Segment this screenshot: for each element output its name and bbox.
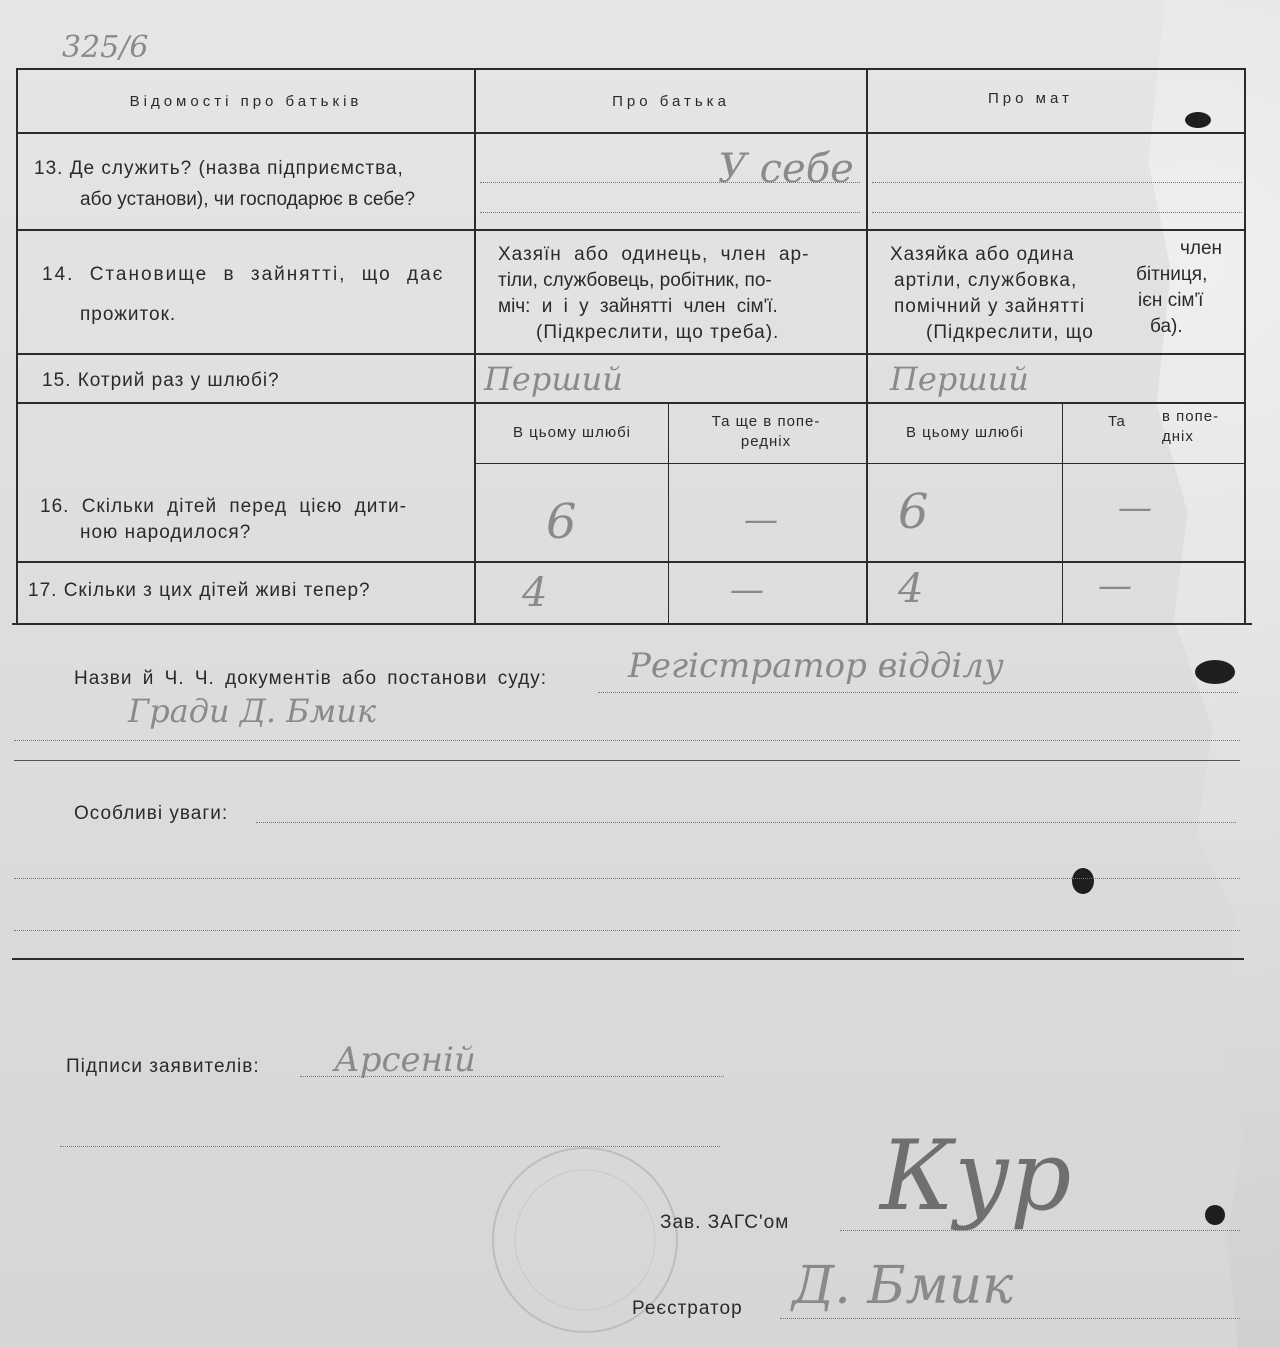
row17-father-previous: — (730, 570, 764, 610)
writing-line (256, 822, 1236, 823)
writing-line (872, 212, 1242, 213)
table-border (12, 623, 1252, 625)
ink-blot (1185, 112, 1211, 128)
row16-father-current: 6 (546, 494, 577, 550)
mother-status-right1: член (1180, 238, 1223, 259)
table-border (16, 353, 1246, 355)
subheader-father-previous: Та ще в попе- (711, 413, 821, 430)
applicants-signature-value: Арсеній (334, 1040, 476, 1080)
row13-label-cont: або установи), чи господарює в себе? (80, 189, 416, 210)
writing-line (14, 740, 1240, 741)
table-border (1244, 68, 1246, 625)
table-border (16, 68, 18, 625)
subheader-mother-current: В цьому шлюбі (905, 424, 1025, 441)
father-status-line2: тіли, службовець, робітник, по- (498, 270, 772, 291)
mother-status-right2: бітниця, (1136, 264, 1208, 285)
ink-blot (1072, 868, 1094, 894)
father-status-line3: міч: и і у зайнятті член сім'ї. (498, 296, 778, 317)
registry-head-label: Зав. ЗАГС'ом (660, 1212, 790, 1233)
row17-father-current: 4 (522, 570, 548, 616)
row17-mother-current: 4 (898, 566, 924, 612)
registrar-label: Реєстратор (632, 1298, 743, 1319)
table-border (668, 402, 669, 625)
remarks-label: Особливі уваги: (74, 803, 229, 824)
row14-label: 14. Становище в зайнятті, що дає (42, 264, 445, 285)
row14-label-cont: прожиток. (80, 304, 177, 325)
mother-status-right3: ієн сім'ї (1138, 290, 1204, 311)
documents-value: Регістратор відділу (628, 646, 1004, 686)
row16-label-cont: ною народилося? (80, 522, 252, 543)
section-divider (14, 760, 1240, 761)
mother-status-line1: Хазяйка або одина (890, 244, 1075, 265)
registrar-signature: Д. Бмик (792, 1256, 1014, 1316)
writing-line (300, 1076, 724, 1077)
section-divider (12, 958, 1244, 960)
table-border (16, 132, 1246, 134)
header-father: Про батька (612, 93, 730, 110)
subheader-mother-previous: Та (1108, 413, 1125, 430)
writing-line (14, 878, 1240, 879)
row16-father-previous: — (744, 500, 778, 540)
row17-mother-previous: — (1098, 566, 1132, 606)
table-border (474, 463, 1246, 464)
documents-value-cont: Гради Д. Бмик (128, 692, 376, 730)
row15-father-value: Перший (484, 360, 623, 398)
writing-line (598, 692, 1238, 693)
corner-note: 325/6 (62, 30, 149, 65)
row16-mother-current: 6 (898, 484, 929, 540)
registry-head-signature: Кур (880, 1120, 1072, 1232)
mother-status-line2: артіли, службовка, (894, 270, 1078, 291)
writing-line (840, 1230, 1240, 1231)
table-border (16, 229, 1246, 231)
subheader-father-current: В цьому шлюбі (512, 424, 632, 441)
mother-status-right4: ба). (1150, 316, 1183, 337)
row13-father-value: У себе (718, 146, 854, 192)
subheader-father-previous-cont: редніх (740, 433, 792, 450)
table-border (866, 68, 868, 625)
row15-label: 15. Котрий раз у шлюбі? (42, 370, 280, 391)
applicants-signature-label: Підписи заявителів: (66, 1056, 260, 1077)
row15-mother-value: Перший (890, 360, 1029, 398)
writing-line (480, 212, 860, 213)
mother-status-line3: помічний у зайнятті (894, 296, 1086, 317)
ink-blot (1195, 660, 1235, 684)
writing-line (872, 182, 1242, 183)
documents-label: Назви й Ч. Ч. документів або постанови суду: (74, 668, 547, 689)
row16-label: 16. Скільки дітей перед цією дити- (40, 496, 407, 517)
father-status-line1: Хазяїн або одинець, член ар- (498, 244, 810, 265)
writing-line (780, 1318, 1240, 1319)
table-border (474, 68, 476, 625)
row13-label: 13. Де служить? (назва підприємства, (34, 158, 404, 179)
father-status-line4: (Підкреслити, що треба). (536, 322, 780, 343)
table-border (1062, 402, 1063, 625)
mother-status-line4: (Підкреслити, що (926, 322, 1094, 343)
table-border (16, 68, 1246, 70)
writing-line (14, 930, 1240, 931)
subheader-mother-previous-cont: в попе- (1162, 408, 1220, 425)
row16-mother-previous: — (1118, 488, 1152, 528)
header-mother: Про мат (988, 90, 1073, 107)
header-parents-info: Відомості про батьків (129, 93, 363, 110)
ink-blot (1205, 1205, 1225, 1225)
subheader-mother-previous-end: дніх (1162, 428, 1194, 445)
row17-label: 17. Скільки з цих дітей живі тепер? (28, 580, 371, 601)
